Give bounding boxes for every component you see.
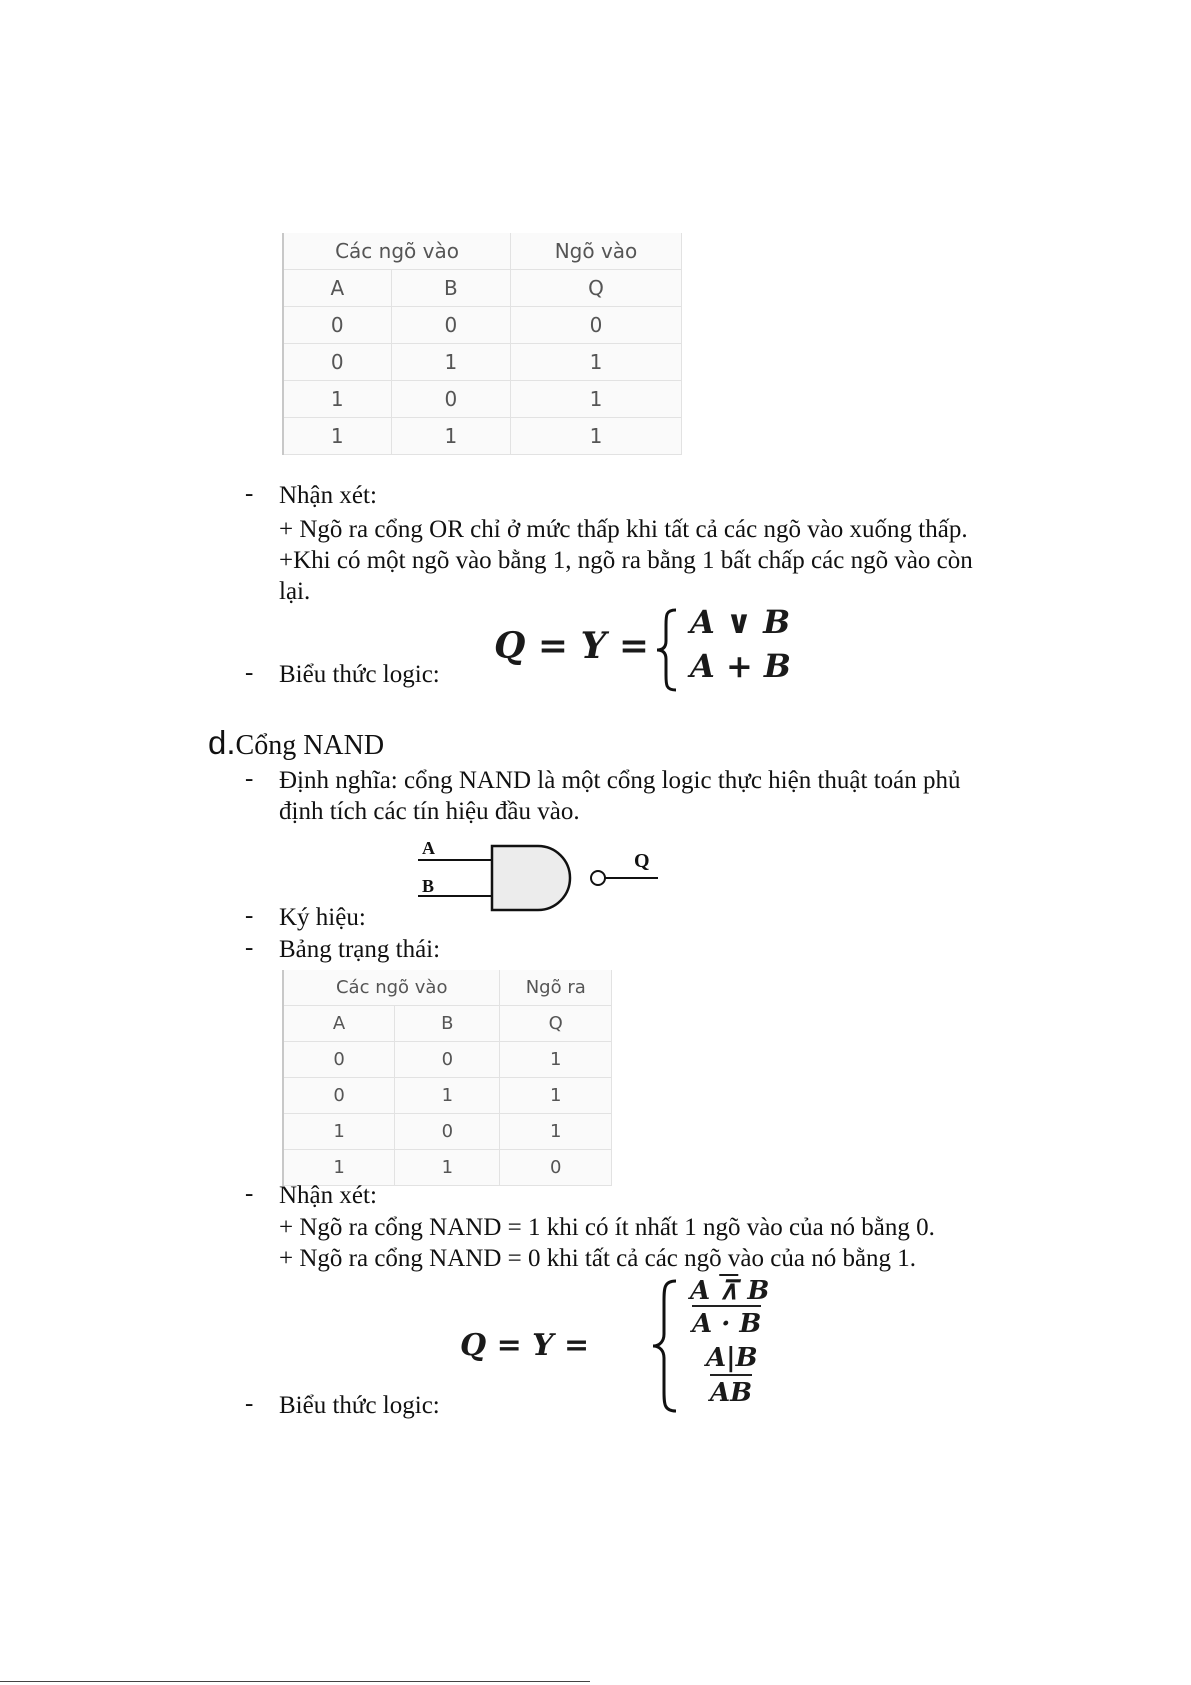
table-row: 0 0 0 [283, 307, 682, 344]
bullet-dash: - [245, 1390, 254, 1417]
bullet-dash: - [245, 480, 254, 507]
nand-remark-label: Nhận xét: [279, 1182, 377, 1209]
nand-remark-line1: + Ngõ ra cổng NAND = 1 khi có ít nhất 1 ngõ vào của nó bằng 0. [279, 1214, 935, 1241]
nand-state-table-label: Bảng trạng thái: [279, 936, 441, 963]
bullet-dash: - [245, 659, 254, 686]
table-row: 0 1 1 [283, 1078, 612, 1114]
nand-remark-line2: + Ngõ ra cổng NAND = 0 khi tất cả các ngõ vào của nó bằng 1. [279, 1245, 917, 1272]
or-formula [494, 603, 824, 693]
gate-input-b: B [422, 876, 435, 896]
heading-text: Cổng NAND [235, 730, 385, 761]
formula-case-or: A ∨ B [690, 603, 791, 641]
or-expression-label: Biểu thức logic: [279, 661, 440, 688]
nand-gate-icon [418, 842, 668, 914]
table-row: 1 0 1 [283, 1114, 612, 1150]
left-brace-icon [654, 607, 680, 693]
or-truth-table [282, 233, 682, 455]
nand-gate-symbol [418, 838, 668, 914]
table-row: A B Q [283, 270, 682, 307]
nand-definition-line2: định tích các tín hiệu đầu vào. [279, 798, 580, 825]
bullet-dash: - [245, 902, 254, 929]
or-remark-line3: lại. [279, 578, 311, 605]
gate-output: Q [634, 850, 650, 872]
nand-truth-table [282, 970, 612, 1186]
section-heading [208, 724, 384, 762]
bullet-dash: - [245, 934, 254, 961]
inputs-header: Các ngõ vào [283, 970, 500, 1006]
or-remark-label: Nhận xét: [279, 482, 377, 509]
heading-letter: d. [208, 724, 236, 761]
nand-symbol-label: Ký hiệu: [279, 904, 366, 931]
nand-formula [460, 1276, 830, 1416]
or-remark-line2: +Khi có một ngõ vào bằng 1, ngõ ra bằng 1 bất chấp các ngõ vào còn [279, 547, 973, 574]
gate-input-a: A [422, 838, 435, 858]
bullet-dash: - [245, 1180, 254, 1207]
nand-expression-label: Biểu thức logic: [279, 1392, 440, 1419]
formula-lhs: Q = Y = [460, 1328, 590, 1363]
bullet-dash: - [245, 765, 254, 792]
output-header: Ngõ ra [500, 970, 612, 1006]
table-row: 1 0 1 [283, 381, 682, 418]
inputs-header: Các ngõ vào [283, 233, 511, 270]
or-remark-line1: + Ngõ ra cổng OR chỉ ở mức thấp khi tất cả các ngõ vào xuống thấp. [279, 516, 968, 543]
output-header: Ngõ vào [511, 233, 682, 270]
table-row: 1 1 1 [283, 418, 682, 455]
table-row: 1 1 0 [283, 1150, 612, 1186]
formula-case-plus: A + B [690, 647, 791, 685]
formula-lhs: Q = Y = [494, 625, 649, 667]
table-row: A B Q [283, 1006, 612, 1042]
formula-case-nand-operator: A ⊼ B [690, 1276, 770, 1306]
formula-case-sheffer-stroke: A|B [706, 1343, 758, 1373]
footer-rule [0, 1681, 590, 1682]
left-brace-icon [650, 1278, 680, 1414]
nand-definition-line1: Định nghĩa: cổng NAND là một cổng logic thực hiện thuật toán phủ [279, 767, 961, 794]
formula-case-negated-product: A · B [692, 1309, 761, 1339]
table-row: 0 1 1 [283, 344, 682, 381]
formula-case-negated-ab: AB [710, 1378, 752, 1408]
table-row: 0 0 1 [283, 1042, 612, 1078]
